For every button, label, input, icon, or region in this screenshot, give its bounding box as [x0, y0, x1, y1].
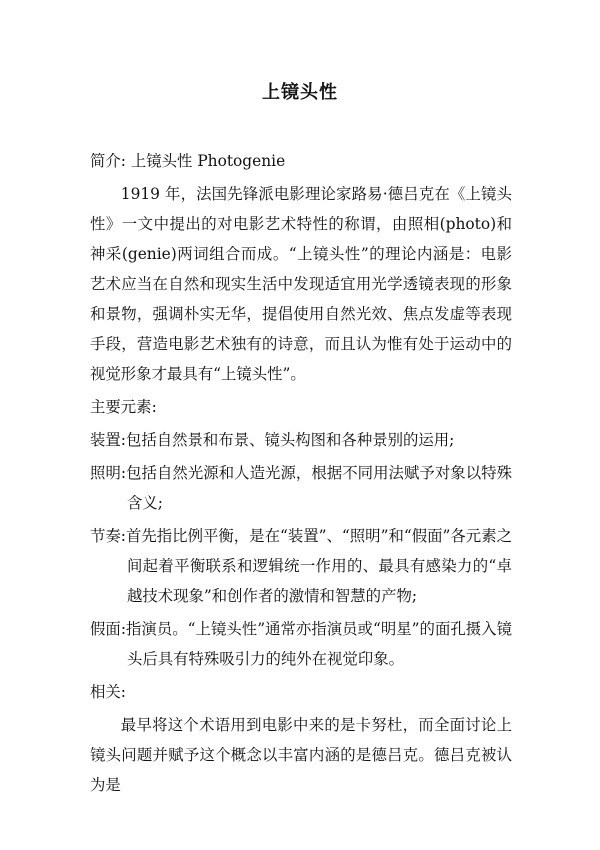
element-item-rhythm: 节奏:首先指比例平衡，是在“装置”、“照明”和“假面”各元素之间起着平衡联系和逻辑统一作用的、最具有感染力的“卓越技术现象”和创作者的激情和智慧的产物; [90, 527, 512, 605]
element-item-mask: 假面:指演员。“上镜头性”通常亦指演员或“明星”的面孔摄入镜头后具有特殊吸引力的纯外在视觉印象。 [90, 620, 512, 668]
intro-paragraph: 1919 年，法国先锋派电影理论家路易·德吕克在《上镜头性》一文中提出的对电影艺术特性的称谓，由照相(photo)和神采(genie)两词组合而成。“上镜头性”的理论内涵是：电影艺术应当在自然和现实生活中发现适宜用光学透镜表现的形象和景物，强调朴实无华，提倡使用自然光效、焦点发虚等表现手段，营造电影艺术独有的诗意，而且认为惟有处于运动中的视觉形象才最具有“上镜头性”。 [90, 185, 512, 383]
document-title: 上镜头性 [262, 82, 338, 103]
elements-label: 主要元素: [90, 398, 157, 416]
element-item-lighting: 照明:包括自然光源和人造光源，根据不同用法赋予对象以特殊含义; [90, 464, 512, 512]
related-label: 相关: [90, 683, 126, 701]
related-paragraph: 最早将这个术语用到电影中来的是卡努杜，而全面讨论上镜头问题并赋予这个概念以丰富内涵的是德吕克。德吕克被认为是 [90, 716, 512, 794]
document-body [90, 146, 512, 800]
element-item-device: 装置:包括自然景和布景、镜头构图和各种景别的运用; [90, 431, 455, 449]
intro-label: 简介: 上镜头性 Photogenie [90, 152, 286, 170]
